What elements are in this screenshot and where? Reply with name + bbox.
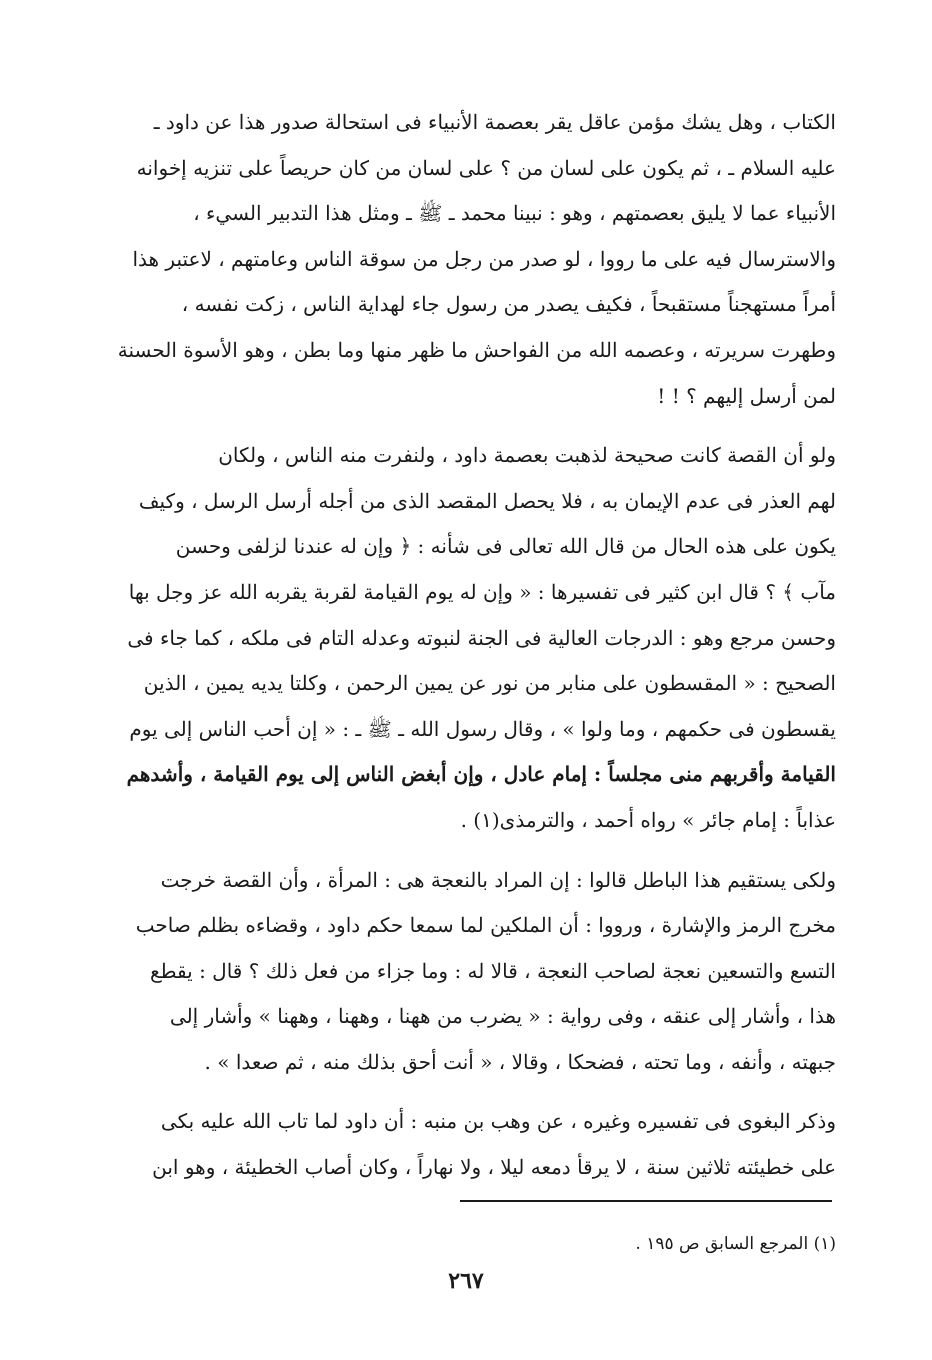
text-line: على خطيئته ثلاثين سنة ، لا يرقأ دمعه ليلا ، ولا نهاراً ، وكان أصاب الخطيئة ، وهو ابن bbox=[152, 1155, 836, 1180]
text-line: يكون على هذه الحال من قال الله تعالى فى شأنه : ﴿ وإن له عندنا لزلفى وحسن bbox=[175, 534, 836, 559]
text-line: أمراً مستهجناً مستقبحاً ، فكيف يصدر من رسول جاء لهداية الناس ، زكت نفسه ، bbox=[181, 292, 836, 317]
text-line: هذا ، وأشار إلى عنقه ، وفى رواية : « يضرب من ههنا ، وههنا ، وههنا » وأشار إلى bbox=[169, 1004, 836, 1029]
text-line: مخرج الرمز والإشارة ، ورووا : أن الملكين لما سمعا حكم داود ، وقضاءه بظلم صاحب bbox=[135, 913, 836, 938]
text-line: ولكى يستقيم هذا الباطل قالوا : إن المراد بالنعجة هى : المرأة ، وأن القصة خرجت bbox=[160, 867, 836, 892]
text-line: الأنبياء عما لا يليق بعصمتهم ، وهو : نبينا محمد ـ ﷺ ـ ومثل هذا التدبير السيء ، bbox=[193, 201, 836, 226]
text-line: عليه السلام ـ ، ثم يكون على لسان من ؟ على لسان من كان حريصاً على تنزيه إخوانه bbox=[136, 155, 836, 180]
text-line: عذاباً : إمام جائر » رواه أحمد ، والترمذى(١) . bbox=[460, 807, 836, 832]
paragraph-4 bbox=[96, 1099, 836, 1190]
text-line: وذكر البغوى فى تفسيره وغيره ، عن وهب بن منبه : أن داود لما تاب الله عليه بكى bbox=[160, 1109, 836, 1134]
text-line: والاسترسال فيه على ما رووا ، لو صدر من رجل من سوقة الناس وعامتهم ، لاعتبر هذا bbox=[132, 246, 836, 271]
text-line: جبهته ، وأنفه ، وما تحته ، فضحكا ، وقالا ، « أنت أحق بذلك منه ، ثم صعدا » . bbox=[204, 1049, 836, 1074]
page-body bbox=[96, 100, 836, 1205]
text-line: وطهرت سريرته ، وعصمه الله من الفواحش ما ظهر منها وما بطن ، وهو الأسوة الحسنة bbox=[117, 337, 836, 362]
text-line: ولو أن القصة كانت صحيحة لذهبت بعصمة داود ، ولنفرت منه الناس ، ولكان bbox=[218, 443, 836, 468]
page-number: ٢٦٧ bbox=[448, 1268, 484, 1294]
text-line: وحسن مرجع وهو : الدرجات العالية فى الجنة لنبوته وعدله التام فى ملكه ، كما جاء فى bbox=[127, 625, 836, 650]
text-line: لمن أرسل إليهم ؟ ! ! bbox=[657, 383, 836, 408]
text-line: لهم العذر فى عدم الإيمان به ، فلا يحصل المقصد الذى من أجله أرسل الرسل ، وكيف bbox=[138, 488, 836, 513]
paragraph-1 bbox=[96, 100, 836, 419]
footnote-divider bbox=[460, 1200, 832, 1202]
text-line: الكتاب ، وهل يشك مؤمن عاقل يقر بعصمة الأنبياء فى استحالة صدور هذا عن داود ـ bbox=[153, 110, 836, 134]
text-line: مآب ﴾ ؟ قال ابن كثير فى تفسيرها : « وإن له يوم القيامة لقربة يقربه الله عز وجل بها bbox=[128, 579, 836, 604]
footnote: (١) المرجع السابق ص ١٩٥ . bbox=[635, 1234, 836, 1254]
paragraph-2 bbox=[96, 433, 836, 843]
text-line: القيامة وأقربهم منى مجلساً : إمام عادل ، وإن أبغض الناس إلى يوم القيامة ، وأشدهم bbox=[126, 762, 836, 787]
text-line: يقسطون فى حكمهم ، وما ولوا » ، وقال رسول الله ـ ﷺ ـ : « إن أحب الناس إلى يوم bbox=[129, 716, 836, 741]
text-line: الصحيح : « المقسطون على منابر من نور عن يمين الرحمن ، وكلتا يديه يمين ، الذين bbox=[143, 671, 836, 696]
paragraph-3 bbox=[96, 858, 836, 1086]
text-line: التسع والتسعين نعجة لصاحب النعجة ، قالا له : وما جزاء من فعل ذلك ؟ قال : يقطع bbox=[149, 958, 836, 983]
